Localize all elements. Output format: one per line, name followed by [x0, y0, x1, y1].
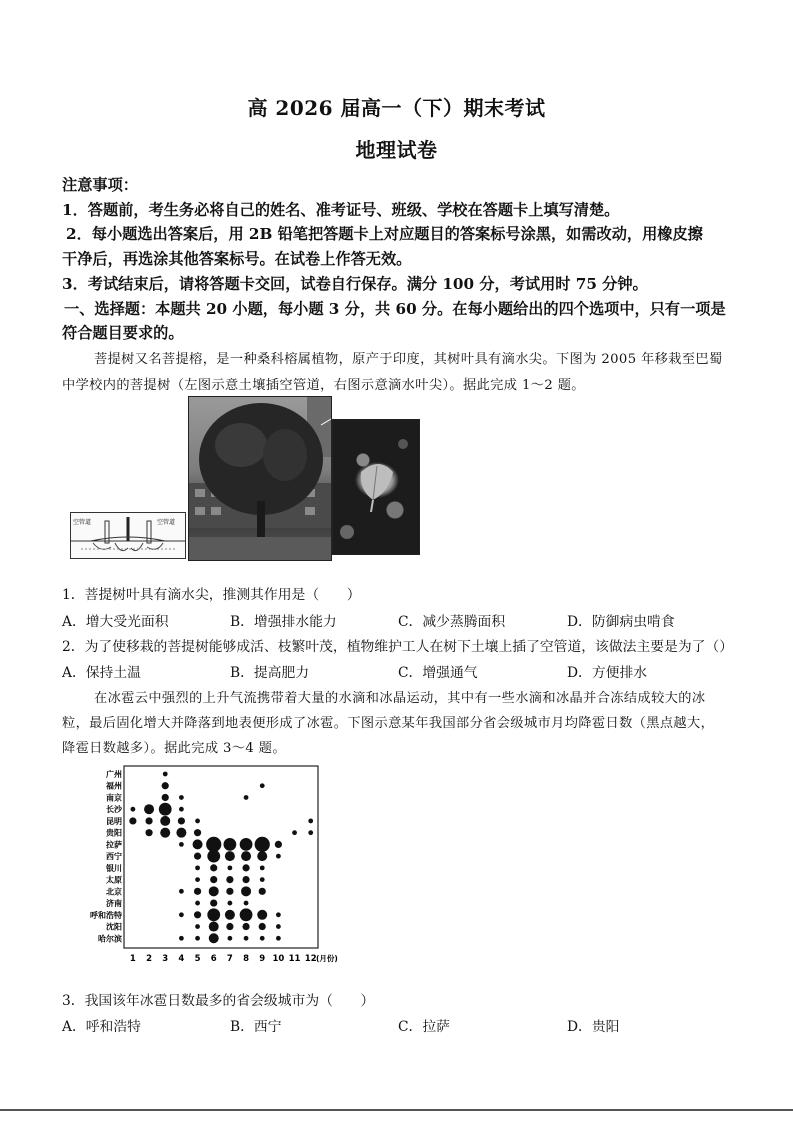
hail-point — [242, 864, 249, 871]
leaf-drip-tip-svg — [333, 420, 419, 554]
city-label: 济南 — [106, 899, 122, 909]
month-tick-label: 7 — [226, 954, 233, 964]
hail-point — [210, 899, 217, 906]
month-tick-label: 11 — [288, 954, 301, 964]
hail-point — [276, 936, 281, 941]
hail-point — [240, 908, 253, 921]
hail-point — [194, 829, 201, 836]
hail-point — [260, 783, 265, 788]
hail-point — [226, 876, 233, 883]
hail-point — [276, 912, 281, 917]
hail-point — [226, 888, 233, 895]
notes-heading: 注意事项： — [62, 176, 138, 194]
hail-point — [159, 803, 172, 816]
hail-point — [226, 923, 233, 930]
passage2-line2: 粒，最后固化增大并降落到地表便形成了冰雹。下图示意某年我国部分省会级城市月均降雹日数（黑点越大， — [62, 716, 715, 731]
q3-stem: 3．我国该年冰雹日数最多的省会级城市为（ ） — [62, 993, 375, 1009]
month-tick-label: 9 — [259, 954, 266, 964]
hail-point — [244, 936, 249, 941]
chart-frame — [124, 766, 318, 948]
month-tick-label: 5 — [194, 954, 201, 964]
city-label: 福州 — [106, 781, 122, 791]
hail-point — [194, 853, 201, 860]
hail-point — [241, 851, 251, 861]
hail-point — [145, 817, 152, 824]
q3-option-c: C．拉萨 — [398, 1019, 450, 1035]
hail-days-chart — [80, 762, 350, 970]
q2-option-c: C．增强通气 — [398, 665, 478, 681]
pipe-diagram — [70, 512, 186, 559]
month-tick-label: 12 — [304, 954, 317, 964]
hail-point — [207, 908, 220, 921]
month-tick-label: 3 — [162, 954, 169, 964]
hail-point — [227, 901, 232, 906]
exam-subtitle: 地理试卷 — [355, 138, 438, 162]
hail-point — [193, 839, 203, 849]
month-tick-label: 8 — [243, 954, 250, 964]
x-axis-label: (月份) — [316, 954, 338, 963]
hail-point — [179, 807, 184, 812]
city-label: 北京 — [106, 887, 122, 897]
hail-point — [162, 794, 169, 801]
hail-point — [130, 807, 135, 812]
page-bottom-rule — [0, 1109, 793, 1111]
hail-point — [210, 864, 217, 871]
hail-point — [244, 795, 249, 800]
pipe-label-left: 空管道 — [73, 519, 92, 526]
leaf-drip-tip-photo — [332, 419, 420, 555]
hail-point — [195, 877, 200, 882]
note-item-1: 1．答题前，考生务必将自己的姓名、准考证号、班级、学校在答题卡上填写清楚。 — [62, 201, 620, 219]
note-item-3: 3．考试结束后，请将答题卡交回，试卷自行保存。满分 100 分，考试用时 75 分钟。 — [62, 275, 648, 293]
hail-point — [308, 819, 313, 824]
hail-point — [227, 936, 232, 941]
month-tick-label: 6 — [210, 954, 217, 964]
note-item-2-cont: 干净后，再选涂其他答案标号。在试卷上作答无效。 — [62, 250, 412, 268]
q1-stem: 1．菩提树叶具有滴水尖，推测其作用是（ ） — [62, 587, 361, 603]
city-label: 贵阳 — [106, 828, 122, 838]
hail-point — [209, 933, 219, 943]
city-label: 哈尔滨 — [98, 934, 122, 944]
hail-point — [225, 910, 235, 920]
hail-point — [207, 850, 220, 863]
city-label: 拉萨 — [106, 840, 122, 850]
hail-point — [276, 854, 281, 859]
city-label: 长沙 — [106, 805, 122, 815]
pipe-label-right: 空管道 — [157, 519, 176, 526]
q1-option-c: C．减少蒸腾面积 — [398, 614, 506, 630]
hail-point — [308, 830, 313, 835]
city-label: 西宁 — [106, 852, 122, 862]
hail-point — [240, 838, 253, 851]
city-label: 南京 — [106, 793, 122, 803]
passage2-line3: 降雹日数越多）。据此完成 3～4 题。 — [62, 741, 286, 756]
month-tick-label: 1 — [129, 954, 136, 964]
hail-point — [178, 817, 185, 824]
hail-point — [292, 830, 297, 835]
hail-point — [209, 886, 219, 896]
hail-point — [209, 922, 219, 932]
hail-point — [160, 816, 170, 826]
city-label: 太原 — [106, 875, 122, 885]
hail-point — [162, 782, 169, 789]
q2-option-d: D．方便排水 — [567, 665, 648, 681]
hail-point — [179, 889, 184, 894]
hail-point — [223, 838, 236, 851]
hail-point — [179, 936, 184, 941]
hail-point — [179, 795, 184, 800]
hail-point — [241, 886, 251, 896]
hail-point — [275, 841, 282, 848]
q2-option-b: B．提高肥力 — [230, 665, 310, 681]
note-item-2: 2．每小题选出答案后，用 2B 铅笔把答题卡上对应题目的答案标号涂黑，如需改动，用橡皮擦 — [66, 225, 703, 243]
city-label: 银川 — [106, 863, 122, 873]
city-label: 昆明 — [106, 816, 122, 826]
q3-option-a: A．呼和浩特 — [62, 1019, 141, 1035]
exam-title: 高 2026 届高一（下）期末考试 — [247, 96, 546, 120]
passage1-line2: 中学校内的菩提树（左图示意土壤插空管道，右图示意滴水叶尖）。据此完成 1～2 题。 — [62, 378, 585, 393]
hail-point — [210, 876, 217, 883]
hail-point — [260, 865, 265, 870]
month-tick-label: 4 — [178, 954, 185, 964]
hail-point — [195, 865, 200, 870]
hail-point — [194, 888, 201, 895]
month-tick-label: 10 — [272, 954, 285, 964]
hail-point — [195, 819, 200, 824]
hail-point — [194, 911, 201, 918]
hail-point — [257, 910, 267, 920]
hail-point — [244, 901, 249, 906]
hail-point — [176, 828, 186, 838]
hail-point — [160, 828, 170, 838]
city-label: 广州 — [106, 770, 122, 779]
month-tick-label: 2 — [146, 954, 153, 964]
hail-point — [179, 842, 184, 847]
hail-point — [259, 923, 266, 930]
hail-point — [260, 936, 265, 941]
hail-point — [255, 837, 270, 852]
q3-option-b: B．西宁 — [230, 1019, 282, 1035]
q2-option-a: A．保持土温 — [62, 665, 141, 681]
hail-point — [144, 804, 154, 814]
passage2-line1: 在冰雹云中强烈的上升气流携带着大量的水滴和冰晶运动，其中有一些水滴和冰晶并合冻结成较大的冰 — [94, 691, 706, 706]
hail-point — [195, 936, 200, 941]
hail-point — [195, 924, 200, 929]
q1-option-b: B．增强排水能力 — [230, 614, 337, 630]
hail-point — [242, 923, 249, 930]
q2-stem: 2．为了使移栽的菩提树能够成活、枝繁叶茂，植物维护工人在树下土壤上插了空管道，该做法主要是为了（） — [62, 639, 734, 655]
bodhi-tree-photo-svg — [189, 397, 331, 560]
q1-option-a: A．增大受光面积 — [62, 614, 169, 630]
hail-point — [260, 877, 265, 882]
section-heading-cont: 符合题目要求的。 — [62, 324, 184, 342]
bodhi-tree-photo — [188, 396, 332, 561]
q1-option-d: D．防御病虫啃食 — [567, 614, 675, 630]
hail-point — [257, 851, 267, 861]
hail-point — [145, 829, 152, 836]
q3-option-d: D．贵阳 — [567, 1019, 620, 1035]
hail-point — [276, 924, 281, 929]
city-label: 呼和浩特 — [90, 910, 122, 920]
section-heading: 一、选择题：本题共 20 小题，每小题 3 分，共 60 分。在每小题给出的四个选项中，只有一项是 — [64, 300, 726, 318]
hail-point — [129, 817, 136, 824]
hail-point — [163, 772, 168, 777]
hail-point — [206, 837, 221, 852]
city-label: 沈阳 — [106, 922, 122, 932]
hail-point — [259, 888, 266, 895]
hail-point — [242, 876, 249, 883]
hail-point — [195, 901, 200, 906]
hail-point — [227, 865, 232, 870]
passage1-line1: 菩提树又名菩提榕，是一种桑科榕属植物，原产于印度，其树叶具有滴水尖。下图为 2005 年移栽至巴蜀 — [94, 352, 723, 367]
hail-point — [225, 851, 235, 861]
hail-point — [179, 912, 184, 917]
